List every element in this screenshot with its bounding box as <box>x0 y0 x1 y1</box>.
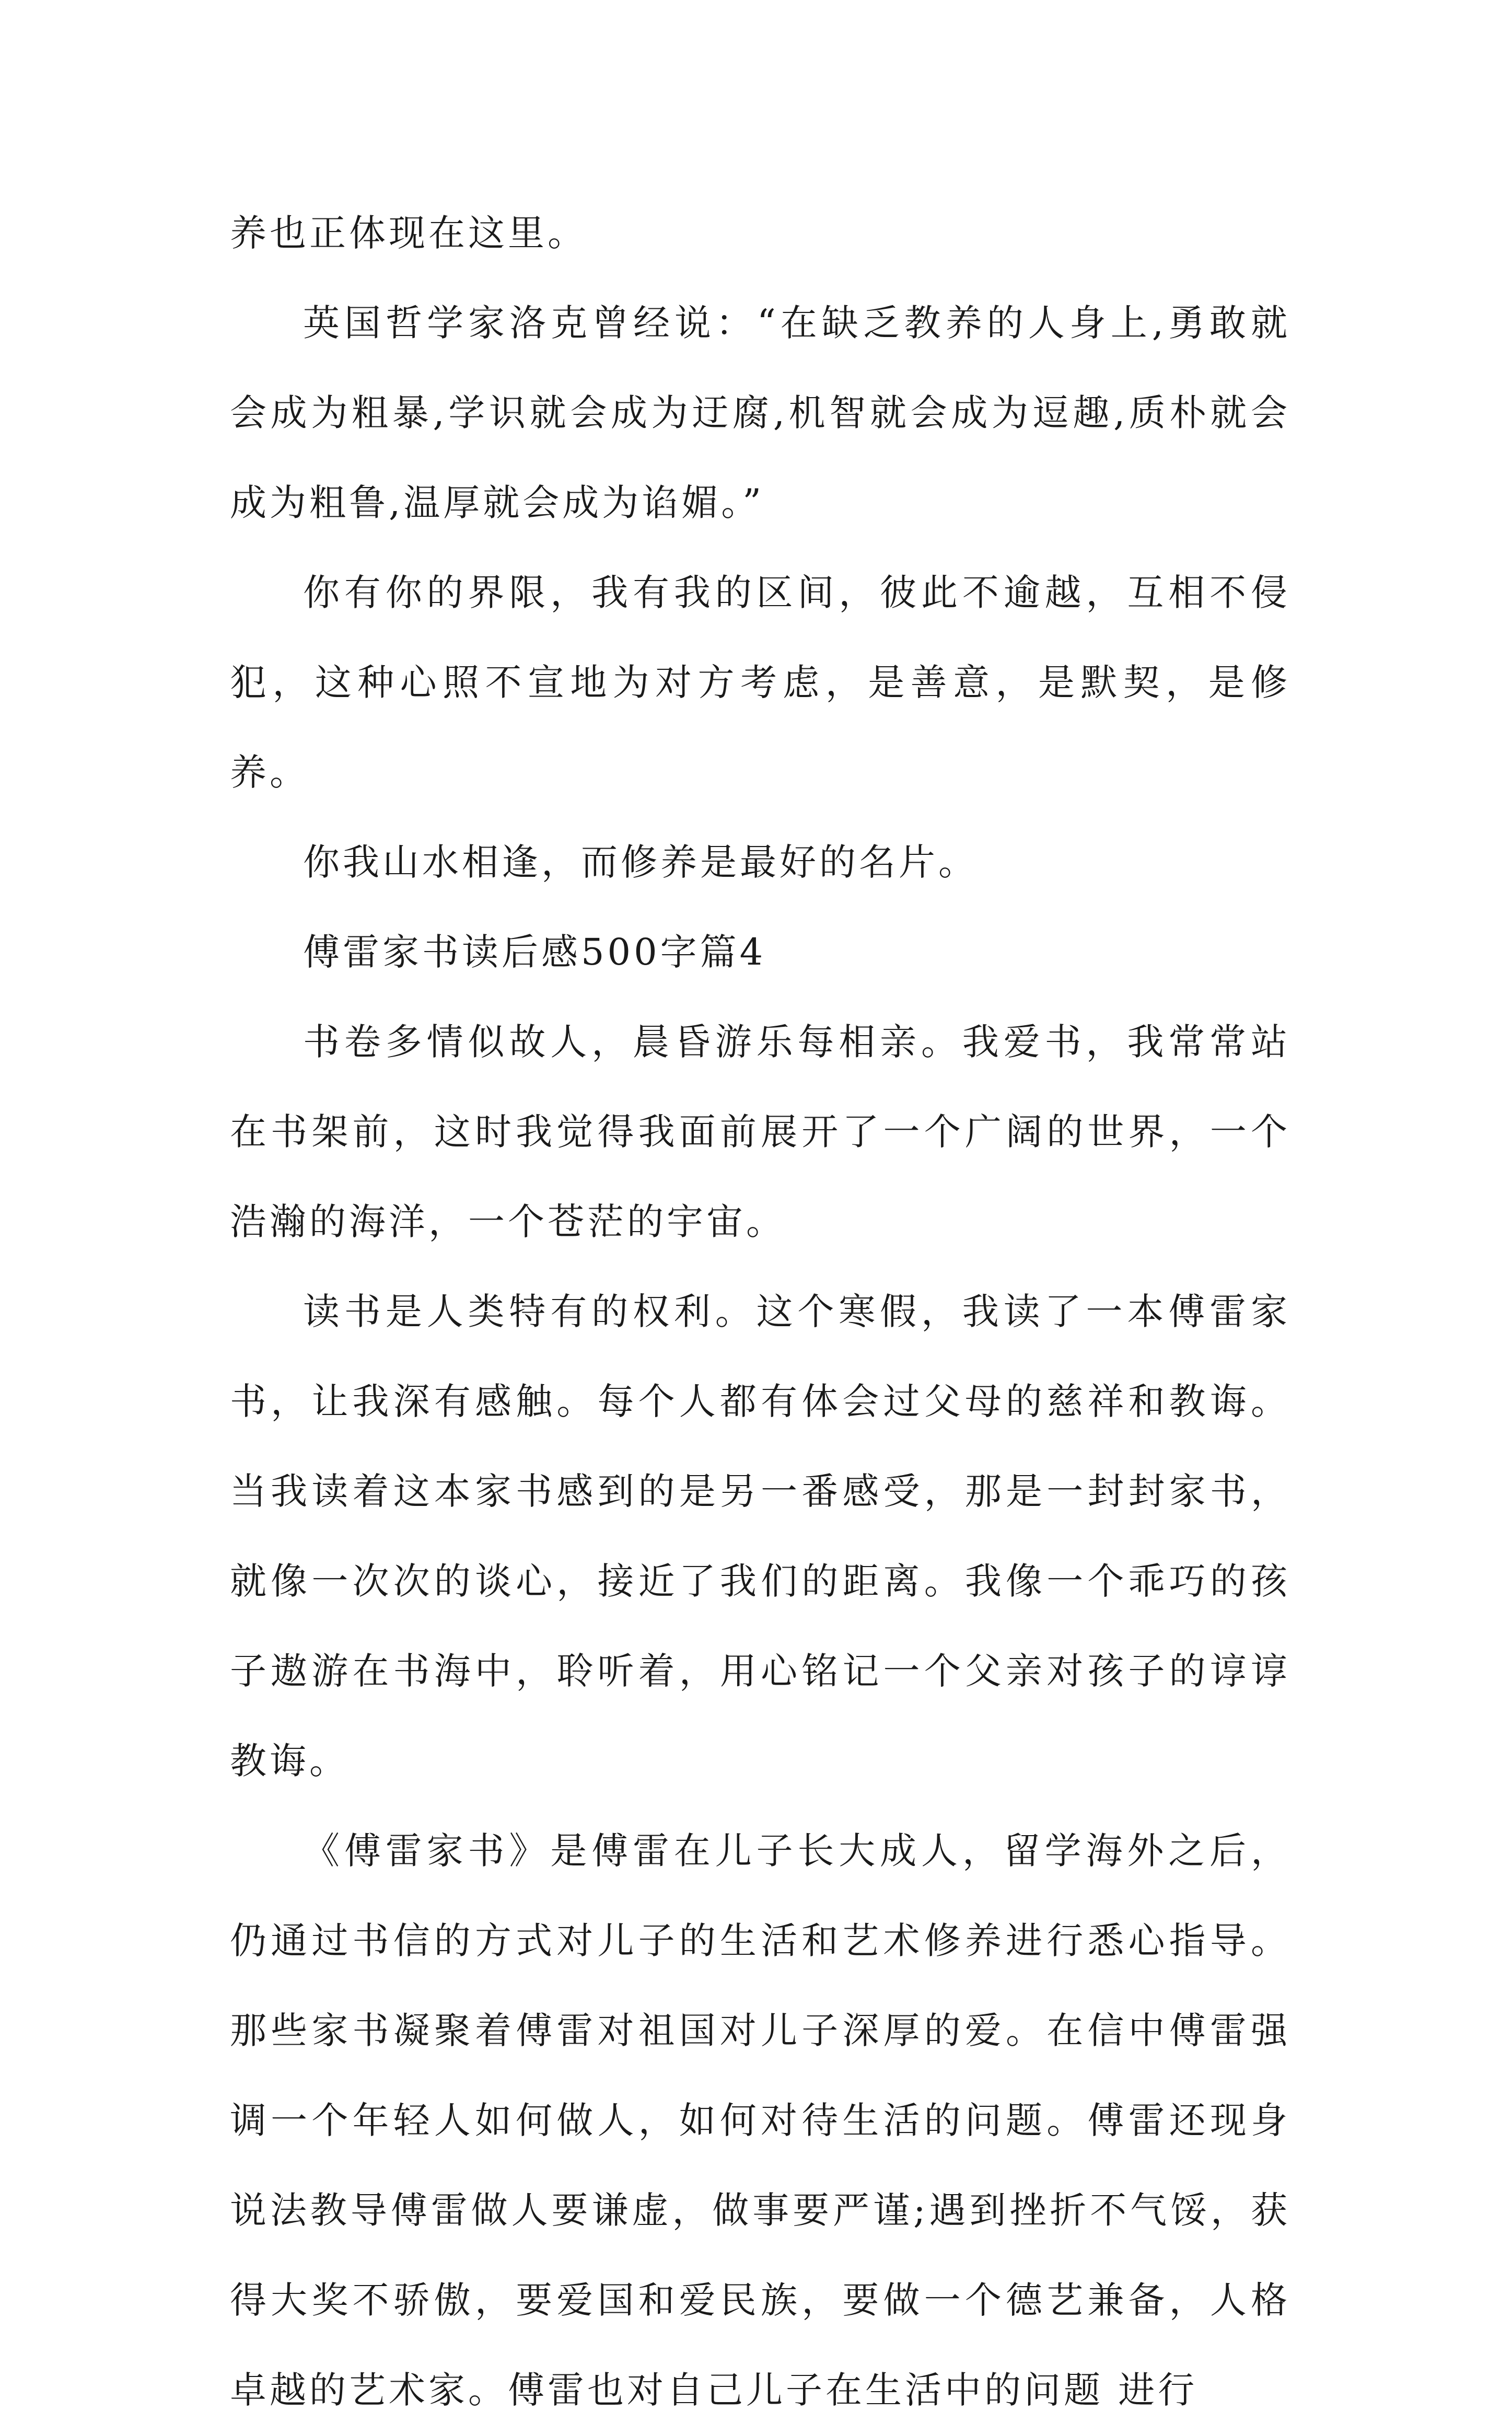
paragraph-reading: 读书是人类特有的权利。这个寒假，我读了一本傅雷家书，让我深有感触。每个人都有体会过父母的慈祥和教诲。当我读着这本家书感到的是另一番感受，那是一封封家书，就像一次次的谈心，接近了我们的距离。我像一个乖巧的孩子遨游在书海中，聆听着，用心铭记一个父亲对孩子的谆谆教诲。 <box>230 1290 1290 1782</box>
document-body <box>230 188 1290 2435</box>
section-heading: 傅雷家书读后感500字篇4 <box>303 931 766 973</box>
paragraph-locke-quote: 英国哲学家洛克曾经说：“在缺乏教养的人身上,勇敢就会成为粗暴,学识就会成为迂腐,机智就会成为逗趣,质朴就会成为粗鲁,温厚就会成为谄媚。” <box>230 302 1290 524</box>
paragraph-continuation: 养也正体现在这里。 <box>230 212 587 254</box>
paragraph-boundaries: 你有你的界限，我有我的区间，彼此不逾越，互相不侵犯，这种心照不宣地为对方考虑，是善意，是默契，是修养。 <box>230 571 1290 794</box>
paragraph-books: 书卷多情似故人，晨昏游乐每相亲。我爱书，我常常站在书架前，这时我觉得我面前展开了一个广阔的世界，一个浩瀚的海洋，一个苍茫的宇宙。 <box>230 1021 1290 1243</box>
paragraph-business-card: 你我山水相逢，而修养是最好的名片。 <box>303 841 978 884</box>
paragraph-fu-lei-letters: 《傅雷家书》是傅雷在儿子长大成人，留学海外之后，仍通过书信的方式对儿子的生活和艺术修养进行悉心指导。那些家书凝聚着傅雷对祖国对儿子深厚的爱。在信中傅雷强调一个年轻人如何做人，如何对待生活的问题。傅雷还现身说法教导傅雷做人要谦虚，做事要严谨;遇到挫折不气馁，获得大奖不骄傲，要爱国和爱民族，要做一个德艺兼备，人格卓越的艺术家。傅雷也对自己儿子在生活中的问题 进行 <box>230 1829 1290 2411</box>
